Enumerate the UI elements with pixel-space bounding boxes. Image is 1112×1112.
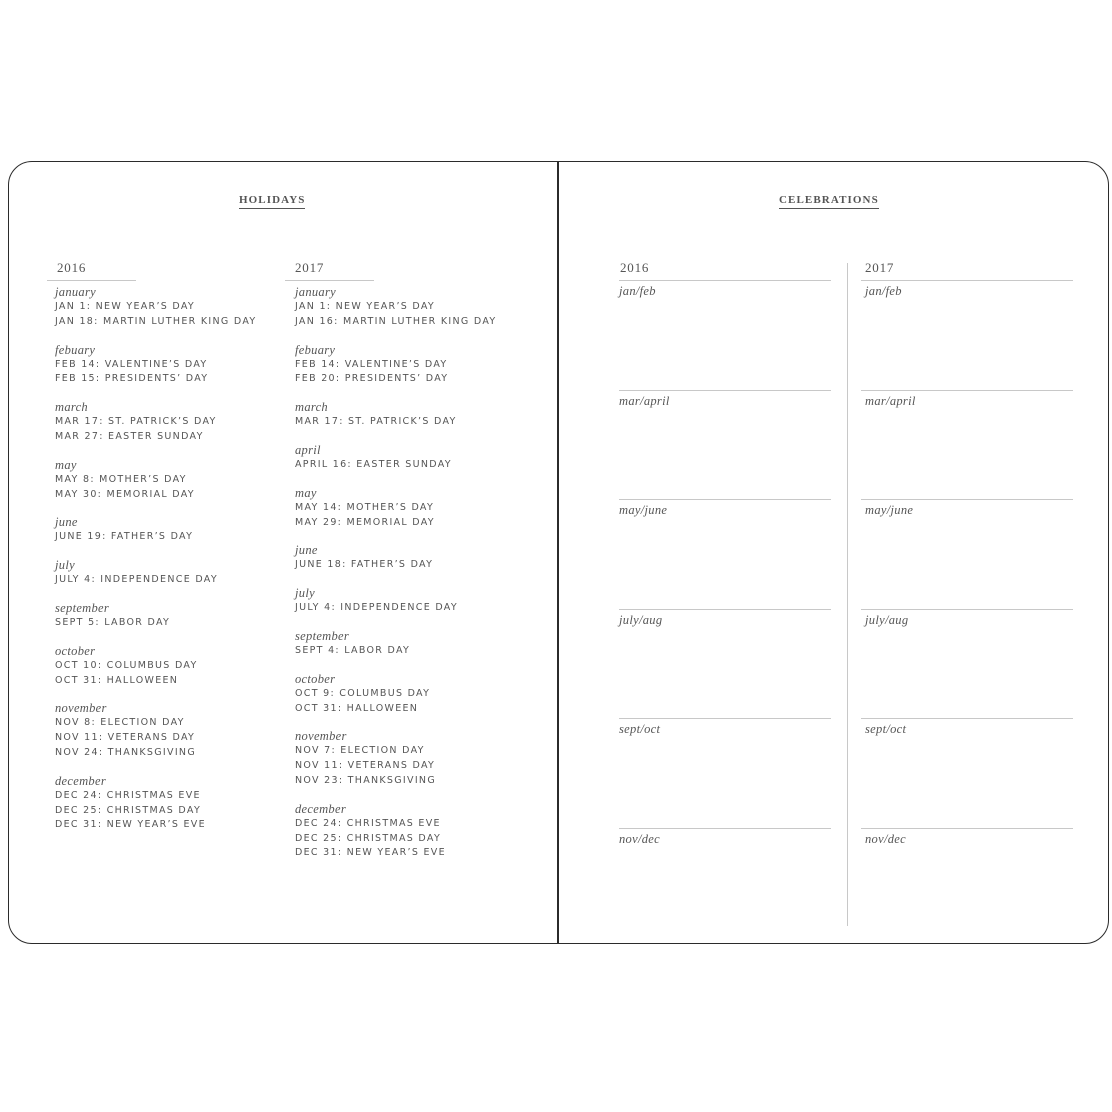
celebration-row-line: [619, 390, 831, 391]
month-name: june: [55, 515, 78, 530]
month-group: [295, 586, 496, 616]
month-group: [55, 285, 256, 330]
holiday-entry: MAY 30: MEMORIAL DAY: [55, 488, 195, 500]
celebration-row-line: [619, 609, 831, 610]
holiday-entry: OCT 10: COLUMBUS DAY: [55, 659, 198, 671]
celebration-row-line: [861, 828, 1073, 829]
celebration-row-line: [861, 609, 1073, 610]
month-name: april: [295, 442, 321, 457]
holiday-entry: JUNE 18: FATHER’S DAY: [295, 559, 434, 571]
holiday-entry: NOV 24: THANKSGIVING: [55, 746, 196, 758]
month-group: [295, 343, 496, 388]
holiday-entry: MAY 29: MEMORIAL DAY: [295, 516, 435, 528]
holiday-entry: NOV 23: THANKSGIVING: [295, 774, 436, 786]
celebration-period-label: may/june: [619, 503, 668, 517]
holiday-entry: NOV 7: ELECTION DAY: [295, 745, 425, 757]
celebrations-year-2017: 2017: [865, 260, 895, 275]
month-name: febuary: [55, 342, 96, 357]
celebration-row-line: [619, 280, 831, 281]
month-group: [295, 802, 496, 861]
holiday-entry: SEPT 4: LABOR DAY: [295, 644, 411, 656]
holiday-entry: JAN 16: MARTIN LUTHER KING DAY: [295, 315, 497, 327]
celebrations-divider: [847, 263, 848, 926]
holiday-entry: OCT 31: HALLOWEEN: [55, 674, 179, 686]
holiday-entry: MAY 8: MOTHER’S DAY: [55, 473, 187, 485]
month-name: november: [295, 729, 347, 744]
month-name: september: [55, 600, 110, 615]
celebration-row-line: [861, 390, 1073, 391]
celebration-period-label: sept/oct: [619, 722, 661, 736]
month-name: july: [295, 586, 315, 601]
month-name: november: [55, 701, 107, 716]
celebration-period-label: july/aug: [619, 612, 663, 627]
holiday-entry: MAY 14: MOTHER’S DAY: [295, 501, 435, 513]
celebration-period-label: nov/dec: [865, 831, 906, 846]
holidays-title: HOLIDAYS: [239, 194, 305, 209]
year-underline: [285, 280, 374, 281]
holidays-year-2016: 2016: [57, 260, 87, 275]
holiday-entry: NOV 11: VETERANS DAY: [295, 760, 436, 772]
holiday-entry: FEB 14: VALENTINE’S DAY: [55, 358, 208, 370]
year-underline: [47, 280, 136, 281]
holiday-entry: FEB 20: PRESIDENTS’ DAY: [295, 373, 449, 385]
month-group: [295, 729, 496, 788]
celebration-period-label: jan/feb: [865, 284, 902, 298]
month-name: october: [295, 671, 336, 686]
month-name: june: [295, 543, 318, 558]
month-name: july: [55, 558, 75, 573]
month-name: march: [295, 400, 328, 415]
celebration-period-label: mar/april: [619, 393, 670, 408]
month-group: [55, 601, 256, 631]
holiday-entry: FEB 14: VALENTINE’S DAY: [295, 358, 448, 370]
month-name: september: [295, 628, 350, 643]
celebrations-title: CELEBRATIONS: [779, 194, 879, 209]
month-group: [55, 701, 256, 760]
holiday-entry: MAR 17: ST. PATRICK’S DAY: [295, 416, 457, 428]
holiday-entry: DEC 31: NEW YEAR’S EVE: [55, 819, 206, 831]
spine: [557, 161, 559, 944]
celebration-period-label: jan/feb: [619, 284, 656, 298]
celebration-period-label: sept/oct: [865, 722, 907, 736]
month-group: [55, 458, 256, 503]
holiday-entry: MAR 17: ST. PATRICK’S DAY: [55, 416, 217, 428]
holiday-entry: JAN 1: NEW YEAR’S DAY: [295, 301, 436, 312]
month-group: [295, 629, 496, 659]
holidays-year-2017: 2017: [295, 260, 325, 275]
holiday-entry: DEC 24: CHRISTMAS EVE: [55, 789, 201, 801]
month-group: [295, 672, 496, 717]
celebration-period-label: july/aug: [865, 612, 909, 627]
month-group: [295, 400, 496, 430]
holiday-entry: JUNE 19: FATHER’S DAY: [55, 531, 194, 543]
month-name: january: [295, 285, 336, 299]
holiday-entry: MAR 27: EASTER SUNDAY: [55, 430, 204, 442]
month-group: [295, 543, 496, 573]
month-group: [55, 515, 256, 545]
month-name: may: [295, 485, 317, 500]
celebration-period-label: may/june: [865, 503, 914, 517]
celebration-period-label: nov/dec: [619, 831, 660, 846]
celebration-row-line: [619, 828, 831, 829]
holiday-entry: JULY 4: INDEPENDENCE DAY: [295, 602, 458, 614]
month-name: march: [55, 400, 88, 415]
celebration-row-line: [619, 718, 831, 719]
celebration-row-line: [861, 499, 1073, 500]
celebration-row-line: [861, 280, 1073, 281]
month-name: december: [55, 773, 106, 788]
holiday-entry: NOV 11: VETERANS DAY: [55, 732, 196, 744]
month-group: [55, 558, 256, 588]
celebration-row-line: [861, 718, 1073, 719]
month-name: febuary: [295, 342, 336, 357]
holiday-entry: NOV 8: ELECTION DAY: [55, 717, 185, 729]
month-name: december: [295, 801, 346, 816]
month-group: [55, 400, 256, 445]
month-group: [295, 486, 496, 531]
holiday-entry: DEC 31: NEW YEAR’S EVE: [295, 847, 446, 859]
holiday-entry: APRIL 16: EASTER SUNDAY: [295, 458, 452, 470]
celebration-row-line: [619, 499, 831, 500]
holiday-entry: DEC 25: CHRISTMAS DAY: [55, 804, 202, 816]
month-group: [295, 285, 496, 330]
holiday-entry: OCT 9: COLUMBUS DAY: [295, 687, 431, 699]
month-group: [55, 644, 256, 689]
holiday-entry: JULY 4: INDEPENDENCE DAY: [55, 574, 218, 586]
celebration-period-label: mar/april: [865, 393, 916, 408]
holiday-entry: DEC 25: CHRISTMAS DAY: [295, 832, 442, 844]
month-group: [55, 343, 256, 388]
holiday-entry: SEPT 5: LABOR DAY: [55, 616, 171, 628]
celebrations-year-2016: 2016: [620, 260, 650, 275]
month-name: october: [55, 643, 96, 658]
holidays-column-2016: [55, 285, 256, 846]
holiday-entry: FEB 15: PRESIDENTS’ DAY: [55, 373, 209, 385]
holiday-entry: OCT 31: HALLOWEEN: [295, 702, 419, 714]
holiday-entry: DEC 24: CHRISTMAS EVE: [295, 817, 441, 829]
month-name: january: [55, 285, 96, 299]
holiday-entry: JAN 18: MARTIN LUTHER KING DAY: [55, 315, 257, 327]
month-name: may: [55, 457, 77, 472]
month-group: [55, 774, 256, 833]
holidays-column-2017: [295, 285, 496, 874]
month-group: [295, 443, 496, 473]
holiday-entry: JAN 1: NEW YEAR’S DAY: [55, 301, 196, 312]
